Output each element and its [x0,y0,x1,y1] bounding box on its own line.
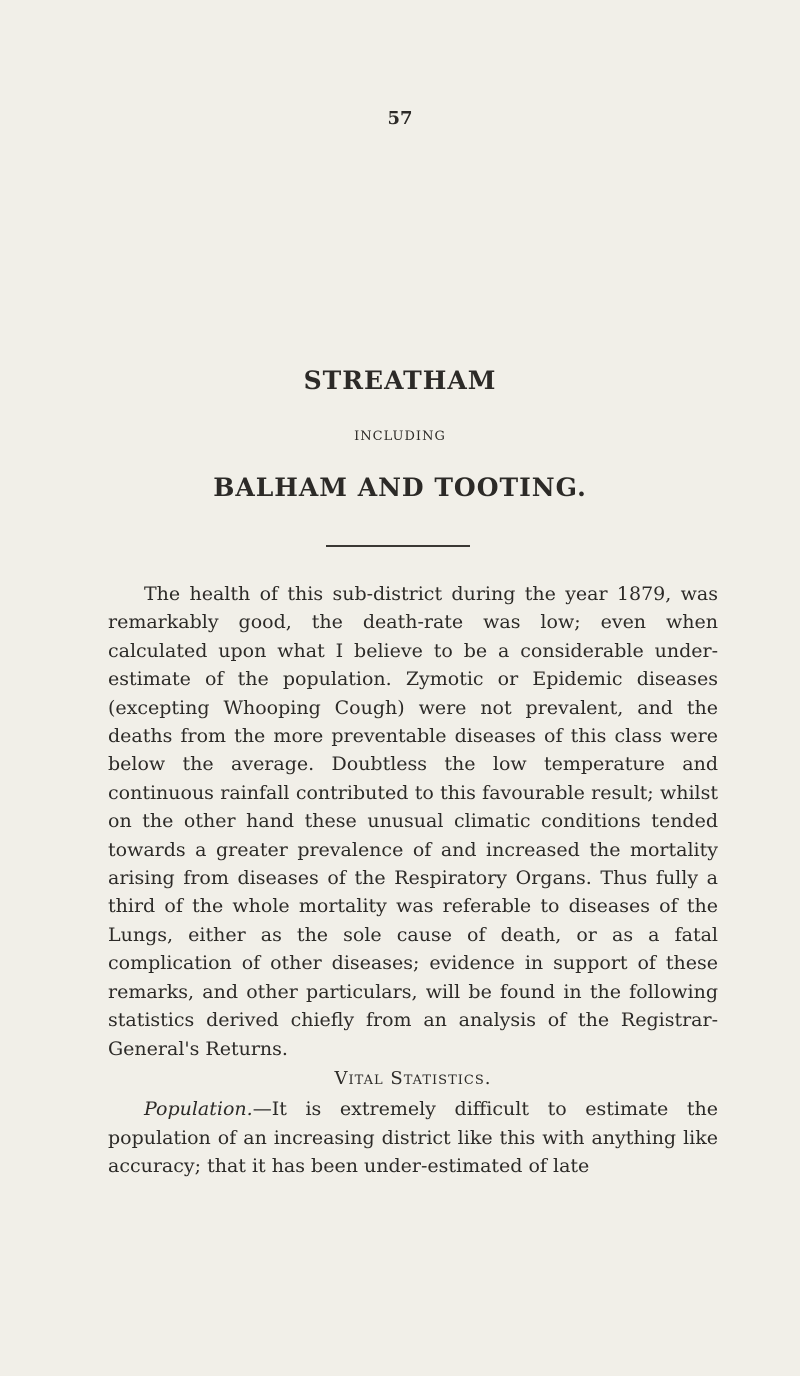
section-title: STREATHAM [303,366,497,395]
paragraph-population [108,1095,718,1180]
paragraph-health-summary: The health of this sub-district during the year 1879, was remarkably good, the death-rate was low; even when calculated upon what I believe to be a considerable under-estimate of the population. Zymotic or Epidemic diseases (excepting Whooping Cough) were not prevalent, and the deaths from the more preventable diseases of this class were below the average. Doubtless the low temperature and continuous rainfall contributed to this favourable result; whilst on the other hand these unusual climatic conditions tended towards a greater prevalence of and increased the mortality arising from diseases of the Respiratory Organs. Thus fully a third of the whole mortality was referable to diseases of the Lungs, either as the sole cause of death, or as a fatal complication of other diseases; evidence in support of these remarks, and other particulars, will be found in the following statistics derived chiefly from an analysis of the Registrar-General's Returns. [108,583,718,1060]
section-subtitle: INCLUDING [354,429,446,444]
section-title-secondary: BALHAM AND TOOTING. [213,473,587,502]
vital-statistics-heading: Vital Statistics. [334,1067,492,1089]
page-number: 57 [387,108,413,129]
divider-rule [326,545,470,547]
body-text [108,580,718,1181]
population-text: —It is extremely difficult to estimate the population of an increasing district like this with anything like accuracy; that it has been under-estimated of late [108,1098,718,1178]
population-lead-in: Population. [144,1098,253,1121]
